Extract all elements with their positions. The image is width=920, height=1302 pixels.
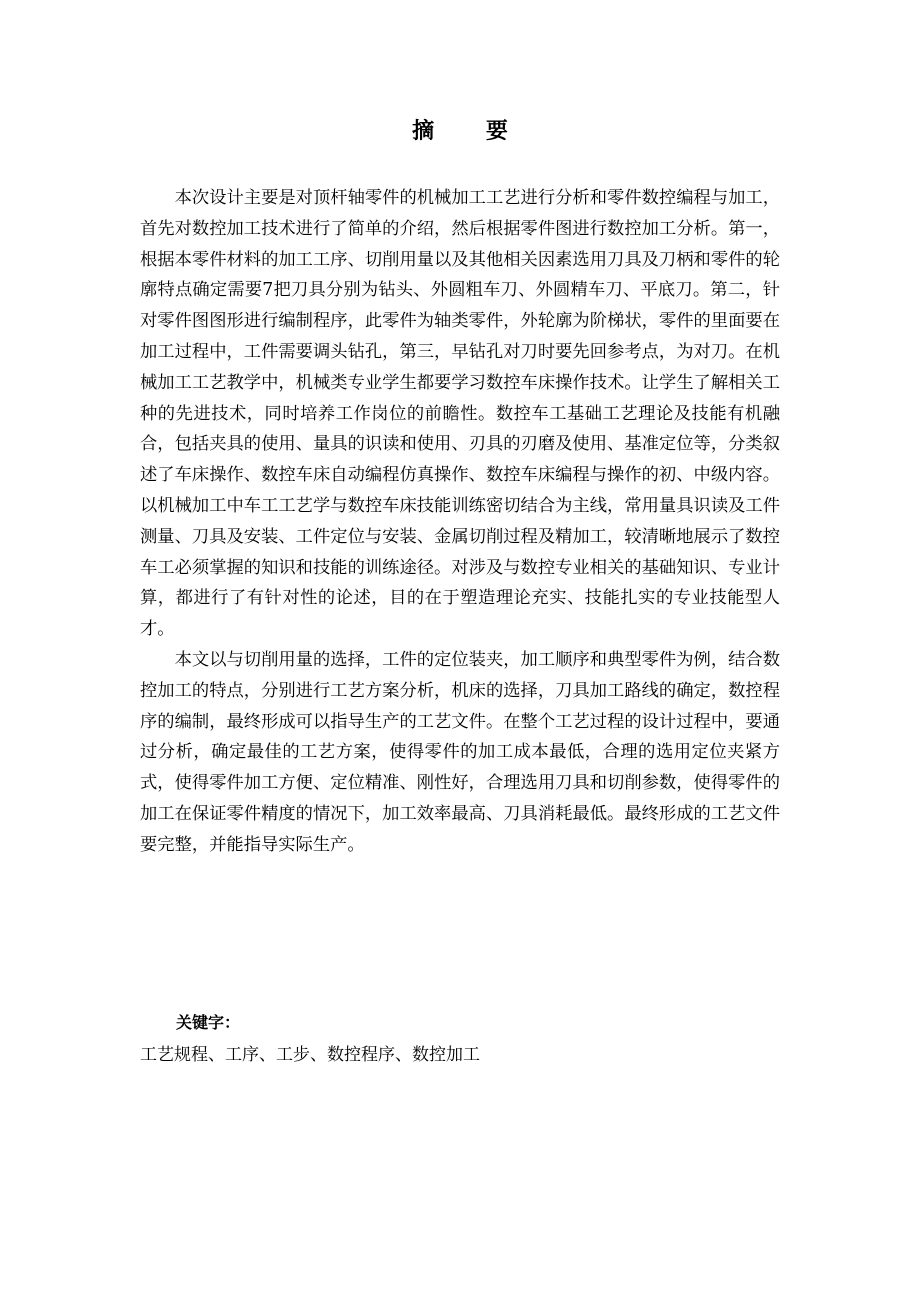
abstract-title: 摘 要 [412,119,530,144]
abstract-body [140,183,780,861]
abstract-paragraph-1: 本次设计主要是对顶杆轴零件的机械加工工艺进行分析和零件数控编程与加工，首先对数控加工技术进行了简单的介绍，然后根据零件图进行数控加工分析。第一，根据本零件材料的加工工序、切削用量以及其他相关因素选用刀具及刀柄和零件的轮廓特点确定需要7把刀具分别为钻头、外圆粗车刀、外圆精车刀、平底刀。第二，针对零件图图形进行编制程序，此零件为轴类零件，外轮廓为阶梯状，零件的里面要在加工过程中，工件需要调头钻孔，第三，早钻孔对刀时要先回参考点，为对刀。在机械加工工艺教学中，机械类专业学生都要学习数控车床操作技术。让学生了解相关工种的先进技术，同时培养工作岗位的前瞻性。数控车工基础工艺理论及技能有机融合，包括夹具的使用、量具的识读和使用、刃具的刃磨及使用、基准定位等，分类叙述了车床操作、数控车床自动编程仿真操作、数控车床编程与操作的初、中级内容。以机械加工中车工工艺学与数控车床技能训练密切结合为主线，常用量具识读及工件测量、刀具及安装、工件定位与安装、金属切削过程及精加工，较清晰地展示了数控车工必须掌握的知识和技能的训练途径。对涉及与数控专业相关的基础知识、专业计算，都进行了有针对性的论述，目的在于塑造理论充实、技能扎实的专业技能型人才。 [140,188,780,640]
keywords-label: 关键字： [176,1013,241,1032]
abstract-paragraph-2: 本文以与切削用量的选择，工件的定位装夹，加工顺序和典型零件为例，结合数控加工的特点，分别进行工艺方案分析，机床的选择，刀具加工路线的确定，数控程序的编制，最终形成可以指导生产的工艺文件。在整个工艺过程的设计过程中，要通过分析，确定最佳的工艺方案，使得零件的加工成本最低，合理的选用定位夹紧方式，使得零件加工方便、定位精准、刚性好，合理选用刀具和切削参数，使得零件的加工在保证零件精度的情况下，加工效率最高、刀具消耗最低。最终形成的工艺文件要完整，并能指导实际生产。 [140,649,780,855]
keywords-list: 工艺规程、工序、工步、数控程序、数控加工 [140,1045,480,1065]
